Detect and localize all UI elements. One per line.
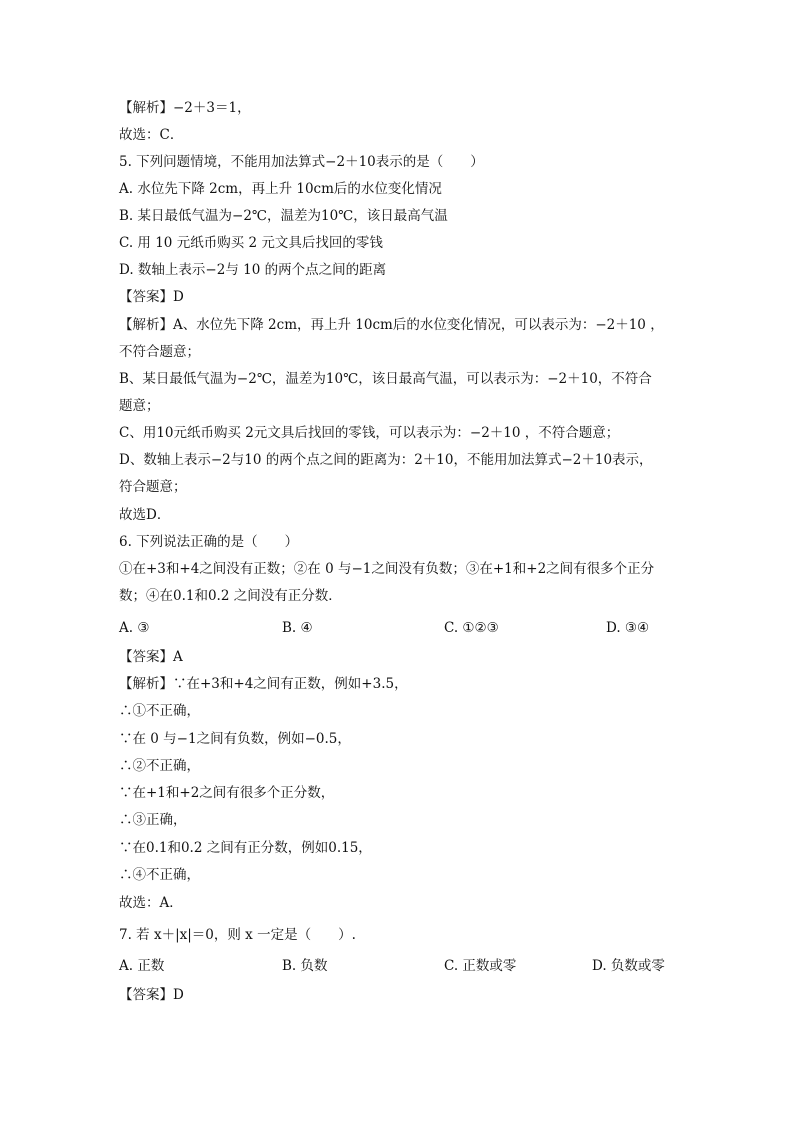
q6-statement-line1: ①在+3和+4之间没有正数；②在 0 与−1之间没有负数；③在+1和+2之间有很多个正分 <box>119 561 655 577</box>
analysis-q5-line6: D、数轴上表示−2与10 的两个点之间的距离为：2＋10，不能用加法算式−2＋10表示， <box>119 452 653 468</box>
analysis-q6-line3: ∵在 0 与−1之间有负数，例如−0.5， <box>119 731 351 747</box>
q6-option-d: D. ③④ <box>606 620 650 636</box>
analysis-q6-line1: 【解析】∵在+3和+4之间有正数，例如+3.5， <box>119 676 408 692</box>
answer-q7: 【答案】D <box>119 987 184 1003</box>
choice-q6: 故选：A． <box>119 895 183 911</box>
analysis-q6-line4: ∴②不正确， <box>119 758 200 774</box>
analysis-q5-line2: 不符合题意； <box>119 344 200 360</box>
q6-option-a: A. ③ <box>119 620 150 636</box>
question-7: 7. 若 x＋|x|＝0，则 x 一定是（ ）. <box>119 927 356 943</box>
question-6: 6. 下列说法正确的是（ ） <box>119 534 299 550</box>
q6-option-c: C. ①②③ <box>444 620 499 636</box>
q7-option-b: B. 负数 <box>282 958 328 974</box>
analysis-q5-line1: 【解析】A、水位先下降 2cm，再上升 10cm后的水位变化情况，可以表示为：−2＋10 ， <box>119 317 664 333</box>
answer-q6: 【答案】A <box>119 649 183 665</box>
q5-option-c: C. 用 10 元纸币购买 2 元文具后找回的零钱 <box>119 235 383 251</box>
choice-q4: 故选：C． <box>119 127 184 143</box>
q5-option-a: A. 水位先下降 2cm，再上升 10cm后的水位变化情况 <box>119 181 442 197</box>
analysis-q6-line6: ∴③正确， <box>119 812 187 828</box>
analysis-q4: 【解析】−2＋3＝1， <box>119 100 251 116</box>
analysis-q5-line7: 符合题意； <box>119 479 187 495</box>
analysis-q6-line2: ∴①不正确， <box>119 703 200 719</box>
q5-option-d: D. 数轴上表示−2与 10 的两个点之间的距离 <box>119 262 387 278</box>
analysis-q5-line4: 题意； <box>119 398 160 414</box>
question-5: 5. 下列问题情境，不能用加法算式−2＋10表示的是（ ） <box>119 154 484 170</box>
q7-option-d: D. 负数或零 <box>592 958 665 974</box>
q6-statement-line2: 数；④在0.1和0.2 之间没有正分数． <box>119 588 342 604</box>
choice-q5: 故选D． <box>119 507 171 523</box>
analysis-q6-line5: ∵在+1和+2之间有很多个正分数， <box>119 785 335 801</box>
q7-option-a: A. 正数 <box>119 958 165 974</box>
analysis-q5-line5: C、用10元纸币购买 2元文具后找回的零钱，可以表示为：−2＋10 ，不符合题意； <box>119 425 620 441</box>
analysis-q6-line8: ∴④不正确， <box>119 867 200 883</box>
q7-option-c: C. 正数或零 <box>444 958 517 974</box>
analysis-q6-line7: ∵在0.1和0.2 之间有正分数，例如0.15， <box>119 840 372 856</box>
answer-q5: 【答案】D <box>119 289 184 305</box>
q6-option-b: B. ④ <box>282 620 313 636</box>
q5-option-b: B. 某日最低气温为−2℃，温差为10℃，该日最高气温 <box>119 208 448 224</box>
analysis-q5-line3: B、某日最低气温为−2℃，温差为10℃，该日最高气温，可以表示为：−2＋10，不符合 <box>119 371 652 387</box>
